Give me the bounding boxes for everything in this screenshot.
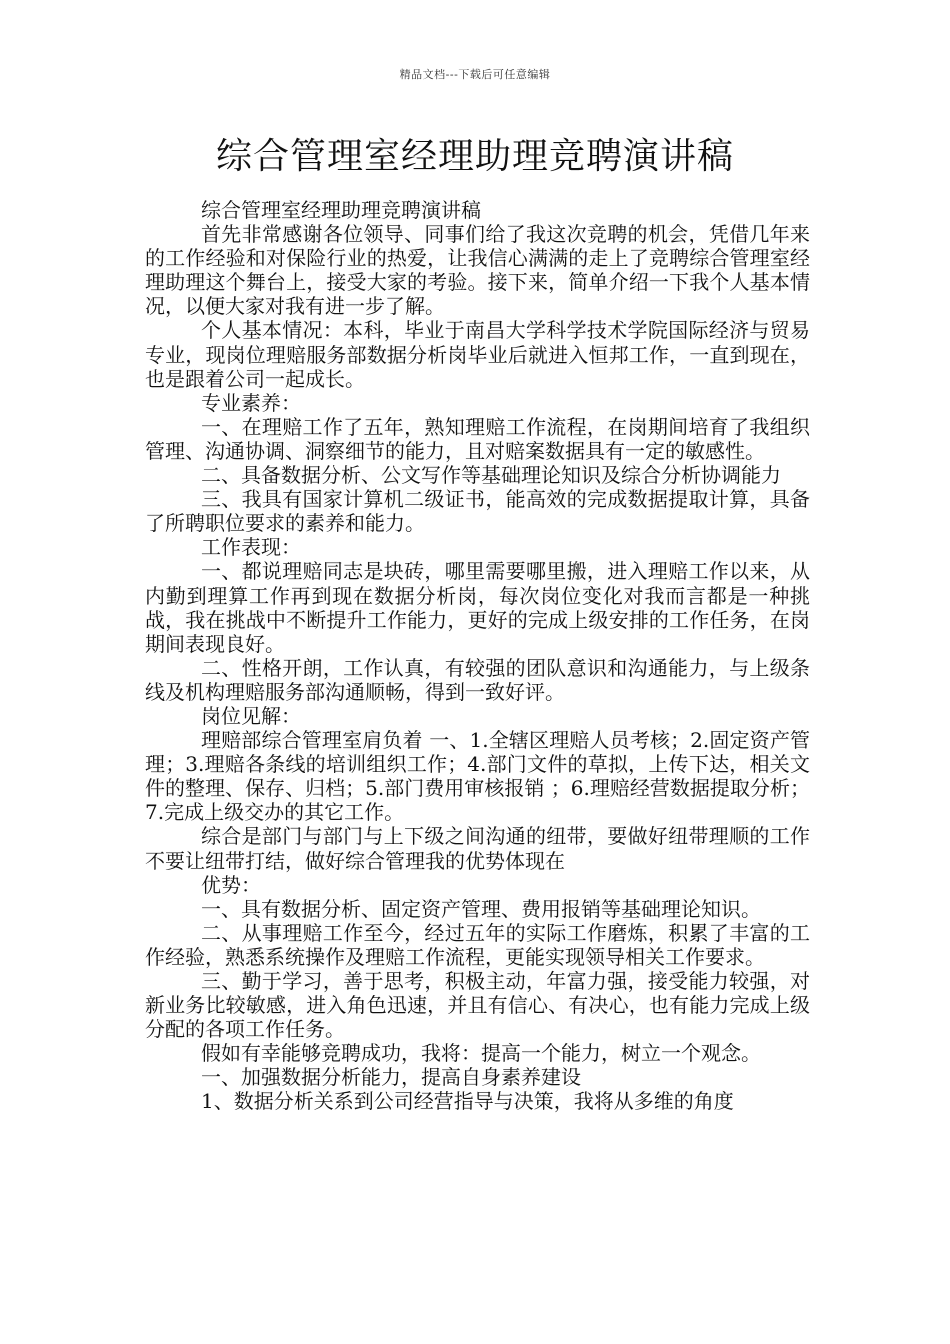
paragraph: 一、都说理赔同志是块砖，哪里需要哪里搬，进入理赔工作以来，从内勤到理算工作再到现在数据分析岗，每次岗位变化对我而言都是一种挑战，我在挑战中不断提升工作能力，更好的完成上级安排的工作任务，在岗期间表现良好。 [145, 559, 810, 656]
paragraph: 二、性格开朗，工作认真，有较强的团队意识和沟通能力，与上级条线及机构理赔服务部沟通顺畅，得到一致好评。 [145, 655, 810, 704]
paragraph: 专业素养： [201, 390, 301, 415]
paragraph: 一、具有数据分析、固定资产管理、费用报销等基础理论知识。 [201, 896, 761, 921]
paragraph: 假如有幸能够竞聘成功，我将：提高一个能力，树立一个观念。 [201, 1041, 761, 1066]
paragraph: 一、加强数据分析能力，提高自身素养建设 [201, 1065, 581, 1090]
paragraph: 综合管理室经理助理竞聘演讲稿 [201, 198, 481, 222]
document-body [145, 198, 810, 1114]
paragraph: 二、从事理赔工作至今，经过五年的实际工作磨炼，积累了丰富的工作经验，熟悉系统操作及理赔工作流程，更能实现领导相关工作要求。 [145, 920, 810, 969]
paragraph: 三、勤于学习，善于思考，积极主动，年富力强，接受能力较强，对新业务比较敏感，进入角色迅速，并且有信心、有决心，也有能力完成上级分配的各项工作任务。 [145, 969, 810, 1042]
header-note: 精品文档---下载后可任意编辑 [399, 68, 551, 81]
paragraph: 二、具备数据分析、公文写作等基础理论知识及综合分析协调能力 [201, 463, 781, 488]
paragraph: 综合是部门与部门与上下级之间沟通的纽带，要做好纽带理顺的工作 不要让纽带打结，做好综合管理我的优势体现在 [145, 824, 810, 873]
paragraph: 三、我具有国家计算机二级证书，能高效的完成数据提取计算，具备了所聘职位要求的素养和能力。 [145, 487, 810, 536]
paragraph: 1、数据分析关系到公司经营指导与决策，我将从多维的角度 [201, 1089, 734, 1114]
document-title: 综合管理室经理助理竞聘演讲稿 [215, 136, 734, 177]
paragraph: 工作表现： [201, 535, 301, 560]
paragraph: 个人基本情况：本科，毕业于南昌大学科学技术学院国际经济与贸易专业，现岗位理赔服务部数据分析岗毕业后就进入恒邦工作，一直到现在，也是跟着公司一起成长。 [145, 318, 810, 391]
paragraph: 岗位见解： [201, 703, 301, 728]
paragraph: 理赔部综合管理室肩负着 一、1.全辖区理赔人员考核；2.固定资产管理；3.理赔各条线的培训组织工作；4.部门文件的草拟，上传下达，相关文件的整理、保存、归档；5.部门费用审核报销 ；6.理赔经营数据提取分析；7.完成上级交办的其它工作。 [145, 728, 810, 825]
paragraph: 首先非常感谢各位领导、同事们给了我这次竞聘的机会，凭借几年来的工作经验和对保险行业的热爱，让我信心满满的走上了竞聘综合管理室经理助理这个舞台上，接受大家的考验。接下来，简单介绍一下我个人基本情况，以便大家对我有进一步了解。 [145, 222, 810, 319]
paragraph: 优势： [201, 872, 261, 897]
paragraph: 一、在理赔工作了五年，熟知理赔工作流程，在岗期间培育了我组织管理、沟通协调、洞察细节的能力，且对赔案数据具有一定的敏感性。 [145, 414, 810, 463]
